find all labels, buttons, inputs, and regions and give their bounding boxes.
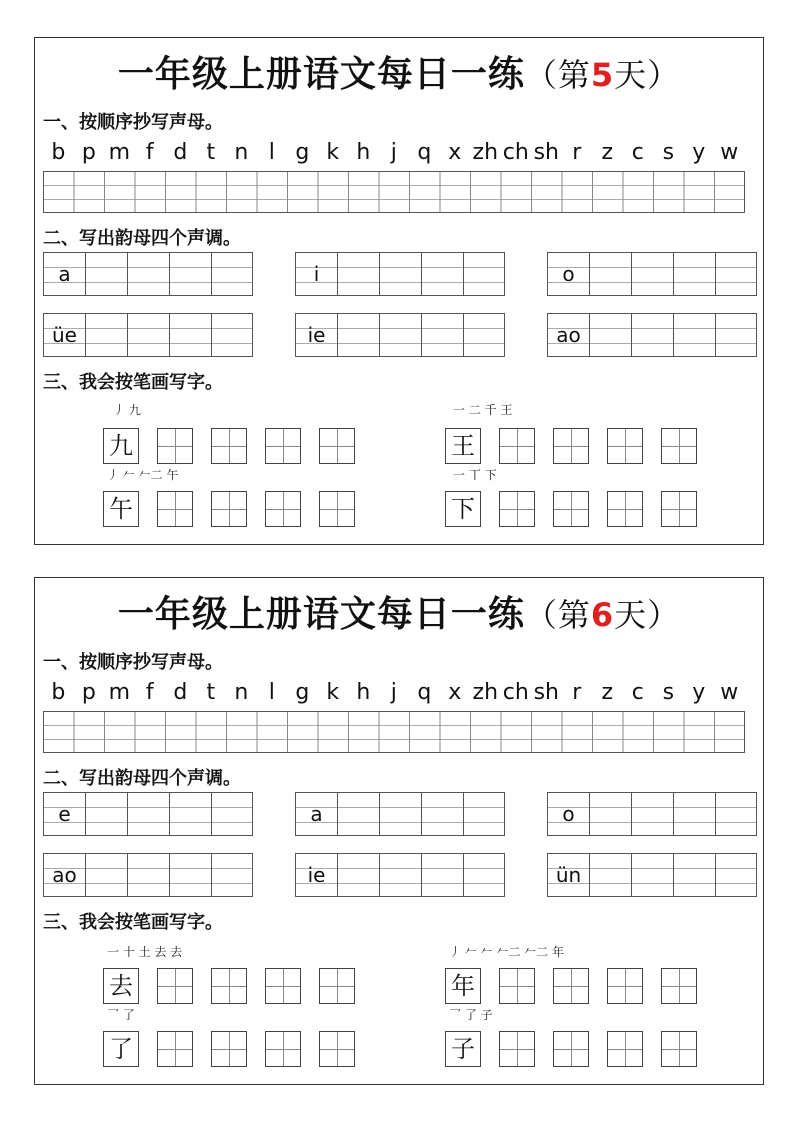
practice-box[interactable] — [661, 1031, 697, 1067]
vowel-writing-box[interactable] — [43, 853, 253, 897]
vowel-label: i — [313, 262, 320, 286]
vowel-label: o — [562, 262, 575, 286]
model-character: 下 — [445, 491, 481, 527]
initial-letter: w — [720, 140, 739, 165]
initial-letter: f — [145, 680, 154, 705]
model-character: 去 — [103, 968, 139, 1004]
writing-grid[interactable] — [43, 171, 745, 213]
practice-box[interactable] — [265, 968, 301, 1004]
vowel-writing-box[interactable] — [295, 313, 505, 357]
vowel-label: o — [562, 802, 575, 826]
stroke-order: 丿 𠂉 𠂉 𠂉二 𠂉二 年 — [449, 945, 565, 959]
practice-box[interactable] — [211, 968, 247, 1004]
initial-letter: z — [601, 680, 614, 705]
vowel-writing-box[interactable] — [295, 252, 505, 296]
section-2-heading: 二、写出韵母四个声调。 — [43, 768, 241, 789]
practice-box[interactable] — [157, 428, 193, 464]
vowel-label: a — [310, 802, 323, 826]
initial-letter: l — [268, 140, 275, 165]
initial-letter: ch — [502, 680, 529, 705]
worksheet-title — [35, 52, 763, 97]
initial-letter: z — [601, 140, 614, 165]
title-paren-open: （第 — [524, 56, 591, 94]
vowel-writing-box[interactable] — [547, 853, 757, 897]
practice-box[interactable] — [211, 491, 247, 527]
initial-letter: k — [326, 140, 340, 165]
initial-letter: g — [295, 140, 310, 165]
practice-box[interactable] — [661, 491, 697, 527]
practice-box[interactable] — [157, 491, 193, 527]
vowel-writing-box[interactable] — [43, 252, 253, 296]
initial-letter: b — [51, 680, 66, 705]
practice-box[interactable] — [319, 1031, 355, 1067]
section-1-heading: 一、按顺序抄写声母。 — [43, 652, 223, 673]
vowel-writing-box[interactable] — [547, 252, 757, 296]
vowel-label: ao — [52, 863, 77, 887]
initial-letter: s — [662, 680, 675, 705]
initial-letter: y — [692, 140, 706, 165]
initial-letter: sh — [533, 680, 559, 705]
initial-letter: j — [390, 680, 397, 705]
title-paren-close: 天） — [614, 596, 681, 634]
practice-box[interactable] — [265, 491, 301, 527]
initial-letter: p — [81, 680, 96, 705]
vowel-label: a — [58, 262, 71, 286]
initial-letter: j — [390, 140, 397, 165]
stroke-order: 一 二 千 王 — [453, 403, 513, 417]
vowel-writing-box[interactable] — [547, 792, 757, 836]
model-character: 午 — [103, 491, 139, 527]
practice-box[interactable] — [553, 968, 589, 1004]
vowel-label: ün — [555, 863, 582, 887]
vowel-label: ie — [307, 863, 326, 887]
practice-box[interactable] — [499, 491, 535, 527]
practice-box[interactable] — [265, 1031, 301, 1067]
initial-letter: r — [572, 680, 582, 705]
practice-box[interactable] — [157, 1031, 193, 1067]
initial-letter: zh — [472, 680, 499, 705]
stroke-order: 丿 九 — [113, 403, 141, 417]
vowel-label: ie — [307, 323, 326, 347]
day-number: 5 — [590, 56, 615, 94]
practice-box[interactable] — [157, 968, 193, 1004]
section-3-heading: 三、我会按笔画写字。 — [43, 372, 223, 393]
practice-box[interactable] — [211, 428, 247, 464]
initial-letter: r — [572, 140, 582, 165]
stroke-order: 乛 了 — [107, 1008, 135, 1022]
practice-box[interactable] — [211, 1031, 247, 1067]
initial-letter: d — [173, 680, 188, 705]
initial-letter: q — [417, 680, 432, 705]
initial-letter: f — [145, 140, 154, 165]
initial-letter: p — [81, 140, 96, 165]
initial-letter: s — [662, 140, 675, 165]
model-character: 年 — [445, 968, 481, 1004]
practice-box[interactable] — [499, 968, 535, 1004]
practice-box[interactable] — [499, 428, 535, 464]
day-number: 6 — [590, 596, 615, 634]
initial-letter: q — [417, 140, 432, 165]
title-paren-close: 天） — [614, 56, 681, 94]
title-paren-open: （第 — [524, 596, 591, 634]
initial-letter: d — [173, 140, 188, 165]
initial-letter: zh — [472, 140, 499, 165]
practice-box[interactable] — [553, 491, 589, 527]
practice-box[interactable] — [319, 968, 355, 1004]
worksheet-day-6 — [34, 577, 764, 1085]
title-text: 一年级上册语文每日一练 — [117, 593, 525, 635]
practice-box[interactable] — [553, 1031, 589, 1067]
worksheet-title — [35, 592, 763, 637]
model-character: 九 — [103, 428, 139, 464]
section-2-heading: 二、写出韵母四个声调。 — [43, 228, 241, 249]
initial-letter: m — [108, 680, 131, 705]
initial-letter: x — [448, 680, 462, 705]
initial-letter: n — [234, 680, 249, 705]
initial-letter: g — [295, 680, 310, 705]
initial-letter: ch — [502, 140, 529, 165]
initial-letter: c — [631, 140, 644, 165]
practice-box[interactable] — [661, 968, 697, 1004]
practice-box[interactable] — [607, 428, 643, 464]
model-character: 了 — [103, 1031, 139, 1067]
stroke-order: 丿 𠂉 𠂉二 午 — [107, 468, 179, 482]
initial-letter: m — [108, 140, 131, 165]
vowel-writing-box[interactable] — [295, 853, 505, 897]
stroke-order: 一 十 土 去 去 — [107, 945, 183, 959]
practice-box[interactable] — [607, 491, 643, 527]
practice-box[interactable] — [607, 1031, 643, 1067]
practice-box[interactable] — [265, 428, 301, 464]
vowel-writing-box[interactable] — [295, 792, 505, 836]
vowel-writing-box[interactable] — [43, 313, 253, 357]
initial-letter: sh — [533, 140, 559, 165]
initial-letter: n — [234, 140, 249, 165]
stroke-order: 乛 了 子 — [449, 1008, 493, 1022]
practice-box[interactable] — [499, 1031, 535, 1067]
initials-row — [43, 678, 745, 708]
initial-letter: t — [206, 680, 216, 705]
practice-box[interactable] — [319, 491, 355, 527]
initial-letter: h — [356, 140, 371, 165]
initials-row — [43, 138, 745, 168]
initial-letter: c — [631, 680, 644, 705]
vowel-label: e — [58, 802, 71, 826]
section-1-heading: 一、按顺序抄写声母。 — [43, 112, 223, 133]
worksheet-day-5 — [34, 37, 764, 545]
vowel-writing-box[interactable] — [547, 313, 757, 357]
initial-letter: l — [268, 680, 275, 705]
vowel-label: ao — [556, 323, 581, 347]
model-character: 王 — [445, 428, 481, 464]
practice-box[interactable] — [553, 428, 589, 464]
model-character: 子 — [445, 1031, 481, 1067]
practice-box[interactable] — [607, 968, 643, 1004]
initial-letter: k — [326, 680, 340, 705]
stroke-order: 一 丅 下 — [453, 468, 497, 482]
initial-letter: h — [356, 680, 371, 705]
section-3-heading: 三、我会按笔画写字。 — [43, 912, 223, 933]
practice-box[interactable] — [661, 428, 697, 464]
title-text: 一年级上册语文每日一练 — [117, 53, 525, 95]
initial-letter: x — [448, 140, 462, 165]
initial-letter: w — [720, 680, 739, 705]
vowel-label: üe — [52, 323, 77, 347]
vowel-writing-box[interactable] — [43, 792, 253, 836]
writing-grid[interactable] — [43, 711, 745, 753]
initial-letter: y — [692, 680, 706, 705]
initial-letter: t — [206, 140, 216, 165]
practice-box[interactable] — [319, 428, 355, 464]
initial-letter: b — [51, 140, 66, 165]
